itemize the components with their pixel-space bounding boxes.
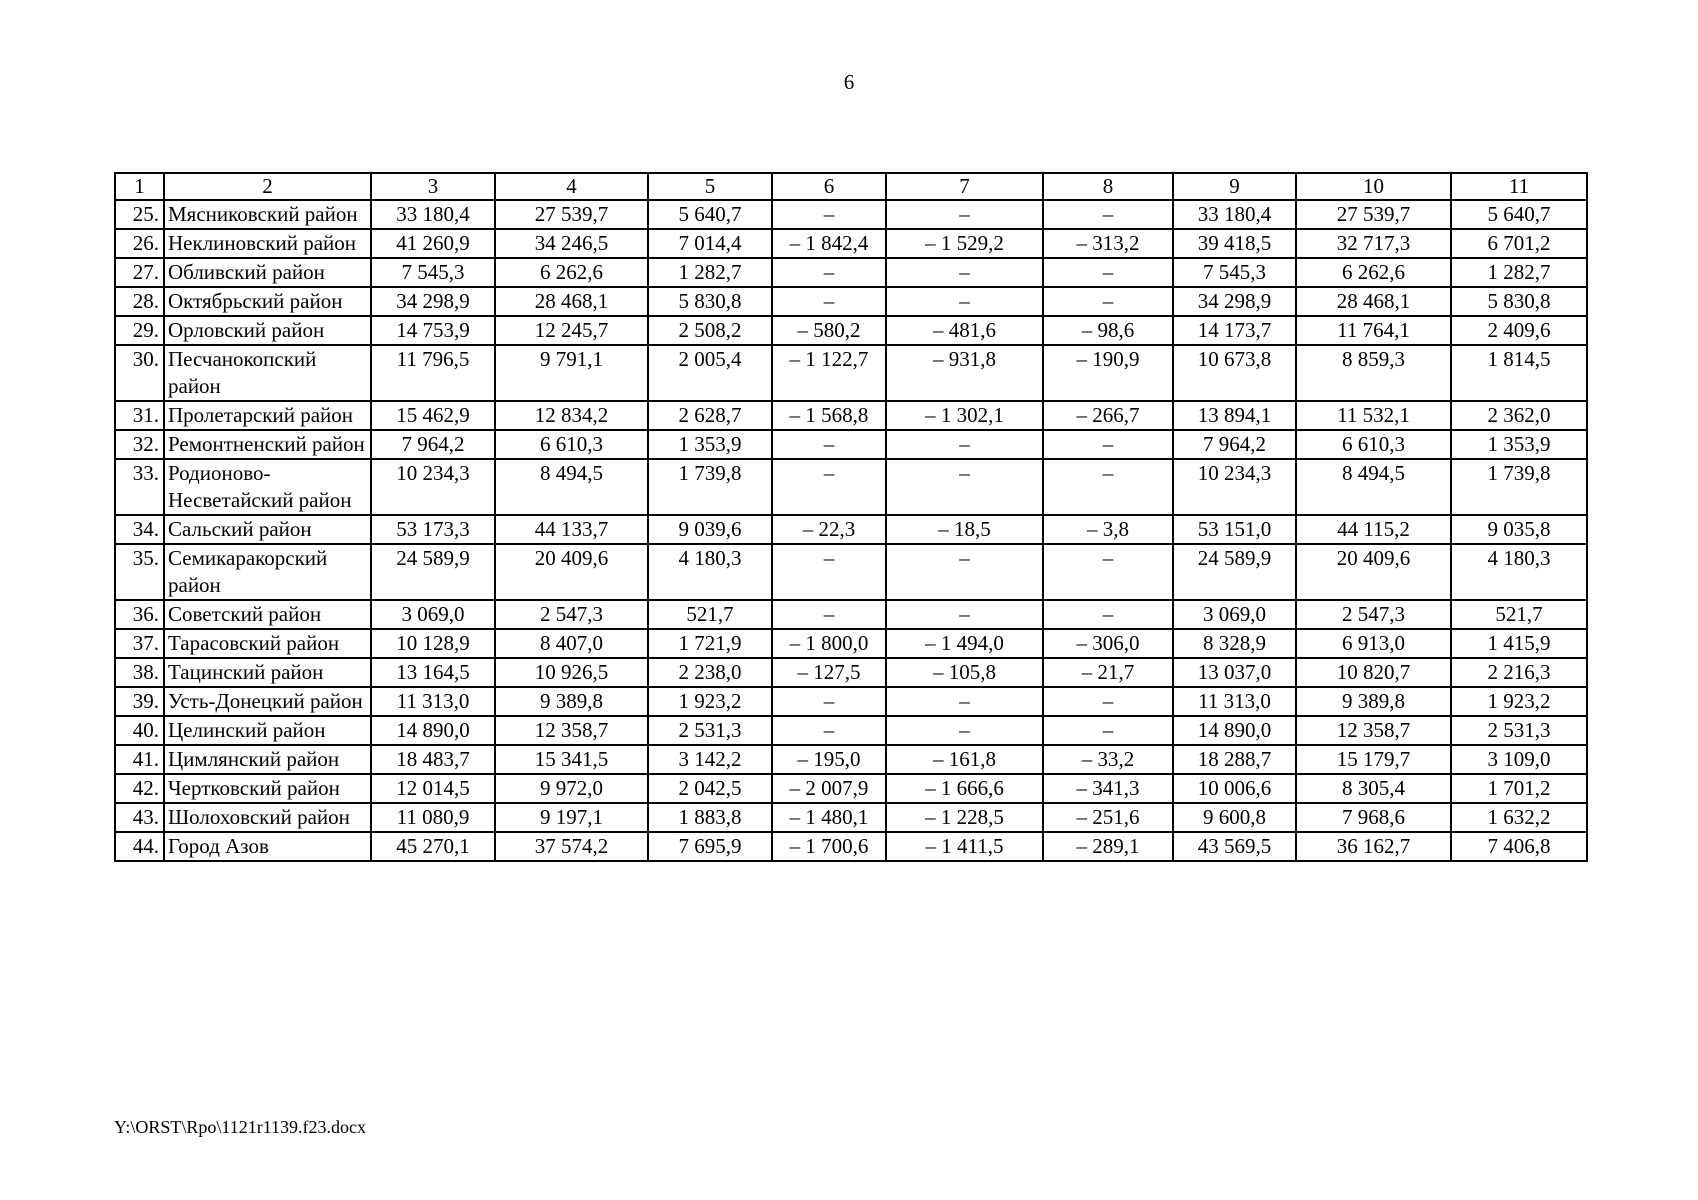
amount-cell: – 1 529,2 [886,229,1043,258]
amount-cell: 6 610,3 [495,430,648,459]
amount-cell: 18 483,7 [371,745,495,774]
amount-cell: 41 260,9 [371,229,495,258]
district-name-cell: Чертковский район [164,774,371,803]
amount-cell: – 190,9 [1043,345,1173,401]
amount-cell: – [772,716,886,745]
table-row [115,716,1587,745]
amount-cell: 3 109,0 [1451,745,1587,774]
amount-cell: – [886,544,1043,600]
amount-cell: – [1043,258,1173,287]
amount-cell: 8 407,0 [495,629,648,658]
table-row [115,687,1587,716]
district-name-cell: Цимлянский район [164,745,371,774]
amount-cell: – 33,2 [1043,745,1173,774]
table-row [115,430,1587,459]
column-number-header: 5 [648,173,772,200]
district-name-cell: Неклиновский район [164,229,371,258]
district-name-cell: Песчанокопский район [164,345,371,401]
amount-cell: 14 890,0 [371,716,495,745]
amount-cell: – 289,1 [1043,832,1173,861]
amount-cell: 34 298,9 [1173,287,1296,316]
row-number-cell: 30. [115,345,164,401]
table-row [115,774,1587,803]
amount-cell: 44 133,7 [495,515,648,544]
amount-cell: – 313,2 [1043,229,1173,258]
amount-cell: 521,7 [1451,600,1587,629]
amount-cell: 9 197,1 [495,803,648,832]
column-number-header: 3 [371,173,495,200]
amount-cell: – [886,200,1043,229]
amount-cell: – [1043,287,1173,316]
district-name-cell: Советский район [164,600,371,629]
table-row [115,229,1587,258]
amount-cell: 6 701,2 [1451,229,1587,258]
amount-cell: 8 328,9 [1173,629,1296,658]
amount-cell: 27 539,7 [495,200,648,229]
table-row [115,287,1587,316]
table-row [115,803,1587,832]
amount-cell: 13 037,0 [1173,658,1296,687]
amount-cell: 8 494,5 [495,459,648,515]
amount-cell: – 251,6 [1043,803,1173,832]
amount-cell: – 341,3 [1043,774,1173,803]
amount-cell: – [886,258,1043,287]
amount-cell: – 195,0 [772,745,886,774]
amount-cell: 5 640,7 [648,200,772,229]
amount-cell: 7 014,4 [648,229,772,258]
row-number-cell: 26. [115,229,164,258]
amount-cell: 1 353,9 [648,430,772,459]
amount-cell: 32 717,3 [1296,229,1451,258]
district-name-cell: Шолоховский район [164,803,371,832]
amount-cell: 44 115,2 [1296,515,1451,544]
amount-cell: – 21,7 [1043,658,1173,687]
amount-cell: – [1043,600,1173,629]
amount-cell: 2 508,2 [648,316,772,345]
amount-cell: 10 926,5 [495,658,648,687]
row-number-cell: 32. [115,430,164,459]
amount-cell: 5 640,7 [1451,200,1587,229]
amount-cell: 15 462,9 [371,401,495,430]
amount-cell: 28 468,1 [495,287,648,316]
column-number-header: 10 [1296,173,1451,200]
amount-cell: 1 353,9 [1451,430,1587,459]
amount-cell: 11 080,9 [371,803,495,832]
amount-cell: – [886,687,1043,716]
amount-cell: 8 305,4 [1296,774,1451,803]
amount-cell: 13 164,5 [371,658,495,687]
amount-cell: – 1 700,6 [772,832,886,861]
amount-cell: – 266,7 [1043,401,1173,430]
amount-cell: 34 246,5 [495,229,648,258]
district-name-cell: Город Азов [164,832,371,861]
amount-cell: – 127,5 [772,658,886,687]
column-number-header: 8 [1043,173,1173,200]
amount-cell: 1 739,8 [648,459,772,515]
amount-cell: 15 341,5 [495,745,648,774]
amount-cell: 1 814,5 [1451,345,1587,401]
row-number-cell: 41. [115,745,164,774]
amount-cell: 9 039,6 [648,515,772,544]
amount-cell: 2 005,4 [648,345,772,401]
district-name-cell: Семикаракорский район [164,544,371,600]
amount-cell: 53 173,3 [371,515,495,544]
amount-cell: 1 282,7 [1451,258,1587,287]
amount-cell: 8 859,3 [1296,345,1451,401]
amount-cell: – 18,5 [886,515,1043,544]
amount-cell: 7 964,2 [371,430,495,459]
amount-cell: 1 883,8 [648,803,772,832]
amount-cell: – 2 007,9 [772,774,886,803]
column-number-header: 2 [164,173,371,200]
amount-cell: 7 406,8 [1451,832,1587,861]
amount-cell: – 98,6 [1043,316,1173,345]
amount-cell: – [1043,687,1173,716]
amount-cell: 13 894,1 [1173,401,1296,430]
amount-cell: 12 834,2 [495,401,648,430]
amount-cell: 3 069,0 [371,600,495,629]
amount-cell: 53 151,0 [1173,515,1296,544]
budget-table [114,172,1588,862]
amount-cell: – [1043,716,1173,745]
district-name-cell: Пролетарский район [164,401,371,430]
amount-cell: 6 262,6 [1296,258,1451,287]
table-header-row [115,173,1587,200]
amount-cell: – 580,2 [772,316,886,345]
amount-cell: 3 069,0 [1173,600,1296,629]
district-name-cell: Ремонтненский район [164,430,371,459]
amount-cell: 33 180,4 [371,200,495,229]
amount-cell: 1 721,9 [648,629,772,658]
row-number-cell: 35. [115,544,164,600]
row-number-cell: 43. [115,803,164,832]
amount-cell: 24 589,9 [1173,544,1296,600]
amount-cell: 1 632,2 [1451,803,1587,832]
file-path-footer: Y:\ORST\Rpo\1121r1139.f23.docx [114,1117,367,1137]
column-number-header: 4 [495,173,648,200]
amount-cell: 7 545,3 [1173,258,1296,287]
amount-cell: 33 180,4 [1173,200,1296,229]
row-number-cell: 28. [115,287,164,316]
amount-cell: 1 923,2 [648,687,772,716]
amount-cell: 36 162,7 [1296,832,1451,861]
amount-cell: 12 245,7 [495,316,648,345]
amount-cell: – 1 494,0 [886,629,1043,658]
district-name-cell: Целинский район [164,716,371,745]
amount-cell: – [1043,430,1173,459]
row-number-cell: 29. [115,316,164,345]
amount-cell: 34 298,9 [371,287,495,316]
amount-cell: 5 830,8 [1451,287,1587,316]
amount-cell: 5 830,8 [648,287,772,316]
column-number-header: 6 [772,173,886,200]
amount-cell: – [1043,544,1173,600]
amount-cell: – 1 842,4 [772,229,886,258]
amount-cell: 11 796,5 [371,345,495,401]
table-row [115,258,1587,287]
amount-cell: – 161,8 [886,745,1043,774]
district-name-cell: Обливский район [164,258,371,287]
amount-cell: – [772,600,886,629]
amount-cell: 2 409,6 [1451,316,1587,345]
district-name-cell: Орловский район [164,316,371,345]
amount-cell: 10 234,3 [371,459,495,515]
amount-cell: 10 006,6 [1173,774,1296,803]
amount-cell: 12 358,7 [495,716,648,745]
table-row [115,832,1587,861]
amount-cell: 4 180,3 [1451,544,1587,600]
amount-cell: 11 764,1 [1296,316,1451,345]
amount-cell: – [886,459,1043,515]
district-name-cell: Мясниковский район [164,200,371,229]
amount-cell: – [1043,200,1173,229]
amount-cell: 2 531,3 [648,716,772,745]
amount-cell: 2 216,3 [1451,658,1587,687]
amount-cell: – [772,200,886,229]
row-number-cell: 36. [115,600,164,629]
amount-cell: 3 142,2 [648,745,772,774]
amount-cell: – 1 480,1 [772,803,886,832]
amount-cell: – [772,687,886,716]
amount-cell: 7 695,9 [648,832,772,861]
amount-cell: 12 014,5 [371,774,495,803]
row-number-cell: 40. [115,716,164,745]
amount-cell: – 1 411,5 [886,832,1043,861]
amount-cell: – 1 122,7 [772,345,886,401]
amount-cell: 15 179,7 [1296,745,1451,774]
amount-cell: 2 547,3 [495,600,648,629]
amount-cell: 1 415,9 [1451,629,1587,658]
amount-cell: 24 589,9 [371,544,495,600]
district-name-cell: Сальский район [164,515,371,544]
amount-cell: 18 288,7 [1173,745,1296,774]
amount-cell: 7 968,6 [1296,803,1451,832]
amount-cell: 8 494,5 [1296,459,1451,515]
amount-cell: 11 532,1 [1296,401,1451,430]
amount-cell: 1 739,8 [1451,459,1587,515]
amount-cell: 12 358,7 [1296,716,1451,745]
amount-cell: – [886,430,1043,459]
amount-cell: 20 409,6 [495,544,648,600]
amount-cell: 6 262,6 [495,258,648,287]
amount-cell: 2 531,3 [1451,716,1587,745]
amount-cell: 4 180,3 [648,544,772,600]
district-name-cell: Тарасовский район [164,629,371,658]
amount-cell: 2 042,5 [648,774,772,803]
row-number-cell: 42. [115,774,164,803]
page-number: 6 [843,70,855,94]
amount-cell: 7 545,3 [371,258,495,287]
amount-cell: – 1 666,6 [886,774,1043,803]
column-number-header: 7 [886,173,1043,200]
amount-cell: – 1 228,5 [886,803,1043,832]
amount-cell: 2 547,3 [1296,600,1451,629]
amount-cell: 1 923,2 [1451,687,1587,716]
amount-cell: – [772,258,886,287]
amount-cell: 9 389,8 [495,687,648,716]
amount-cell: 28 468,1 [1296,287,1451,316]
amount-cell: 1 282,7 [648,258,772,287]
amount-cell: – [772,544,886,600]
table-row [115,459,1587,515]
amount-cell: 9 600,8 [1173,803,1296,832]
table-row [115,345,1587,401]
amount-cell: – 22,3 [772,515,886,544]
row-number-cell: 27. [115,258,164,287]
amount-cell: 14 890,0 [1173,716,1296,745]
amount-cell: 10 128,9 [371,629,495,658]
row-number-cell: 44. [115,832,164,861]
table-row [115,544,1587,600]
amount-cell: 9 035,8 [1451,515,1587,544]
amount-cell: – [1043,459,1173,515]
amount-cell: 521,7 [648,600,772,629]
column-number-header: 11 [1451,173,1587,200]
amount-cell: 2 362,0 [1451,401,1587,430]
amount-cell: 2 628,7 [648,401,772,430]
row-number-cell: 31. [115,401,164,430]
amount-cell: – 1 800,0 [772,629,886,658]
amount-cell: – 306,0 [1043,629,1173,658]
amount-cell: – 931,8 [886,345,1043,401]
column-number-header: 9 [1173,173,1296,200]
row-number-cell: 37. [115,629,164,658]
table-row [115,200,1587,229]
amount-cell: – 1 568,8 [772,401,886,430]
amount-cell: 7 964,2 [1173,430,1296,459]
table-row [115,316,1587,345]
amount-cell: 45 270,1 [371,832,495,861]
amount-cell: – 481,6 [886,316,1043,345]
district-name-cell: Тацинский район [164,658,371,687]
amount-cell: 14 173,7 [1173,316,1296,345]
amount-cell: 43 569,5 [1173,832,1296,861]
amount-cell: – [772,459,886,515]
row-number-cell: 38. [115,658,164,687]
amount-cell: 9 791,1 [495,345,648,401]
row-number-cell: 34. [115,515,164,544]
amount-cell: 39 418,5 [1173,229,1296,258]
table-row [115,658,1587,687]
district-name-cell: Октябрьский район [164,287,371,316]
amount-cell: 9 972,0 [495,774,648,803]
amount-cell: – [772,287,886,316]
row-number-cell: 33. [115,459,164,515]
amount-cell: 20 409,6 [1296,544,1451,600]
row-number-cell: 25. [115,200,164,229]
amount-cell: 14 753,9 [371,316,495,345]
amount-cell: – [886,716,1043,745]
row-number-cell: 39. [115,687,164,716]
column-number-header: 1 [115,173,164,200]
district-name-cell: Родионово-Несветайский район [164,459,371,515]
amount-cell: – 105,8 [886,658,1043,687]
amount-cell: 10 673,8 [1173,345,1296,401]
amount-cell: 9 389,8 [1296,687,1451,716]
amount-cell: 10 820,7 [1296,658,1451,687]
district-name-cell: Усть-Донецкий район [164,687,371,716]
table-row [115,401,1587,430]
amount-cell: 11 313,0 [371,687,495,716]
amount-cell: 6 913,0 [1296,629,1451,658]
table-row [115,629,1587,658]
amount-cell: 27 539,7 [1296,200,1451,229]
amount-cell: – [886,287,1043,316]
table-row [115,515,1587,544]
amount-cell: 6 610,3 [1296,430,1451,459]
amount-cell: 37 574,2 [495,832,648,861]
amount-cell: – [772,430,886,459]
amount-cell: – [886,600,1043,629]
table-row [115,745,1587,774]
table-row [115,600,1587,629]
amount-cell: 1 701,2 [1451,774,1587,803]
amount-cell: 10 234,3 [1173,459,1296,515]
amount-cell: – 3,8 [1043,515,1173,544]
amount-cell: 2 238,0 [648,658,772,687]
amount-cell: – 1 302,1 [886,401,1043,430]
amount-cell: 11 313,0 [1173,687,1296,716]
